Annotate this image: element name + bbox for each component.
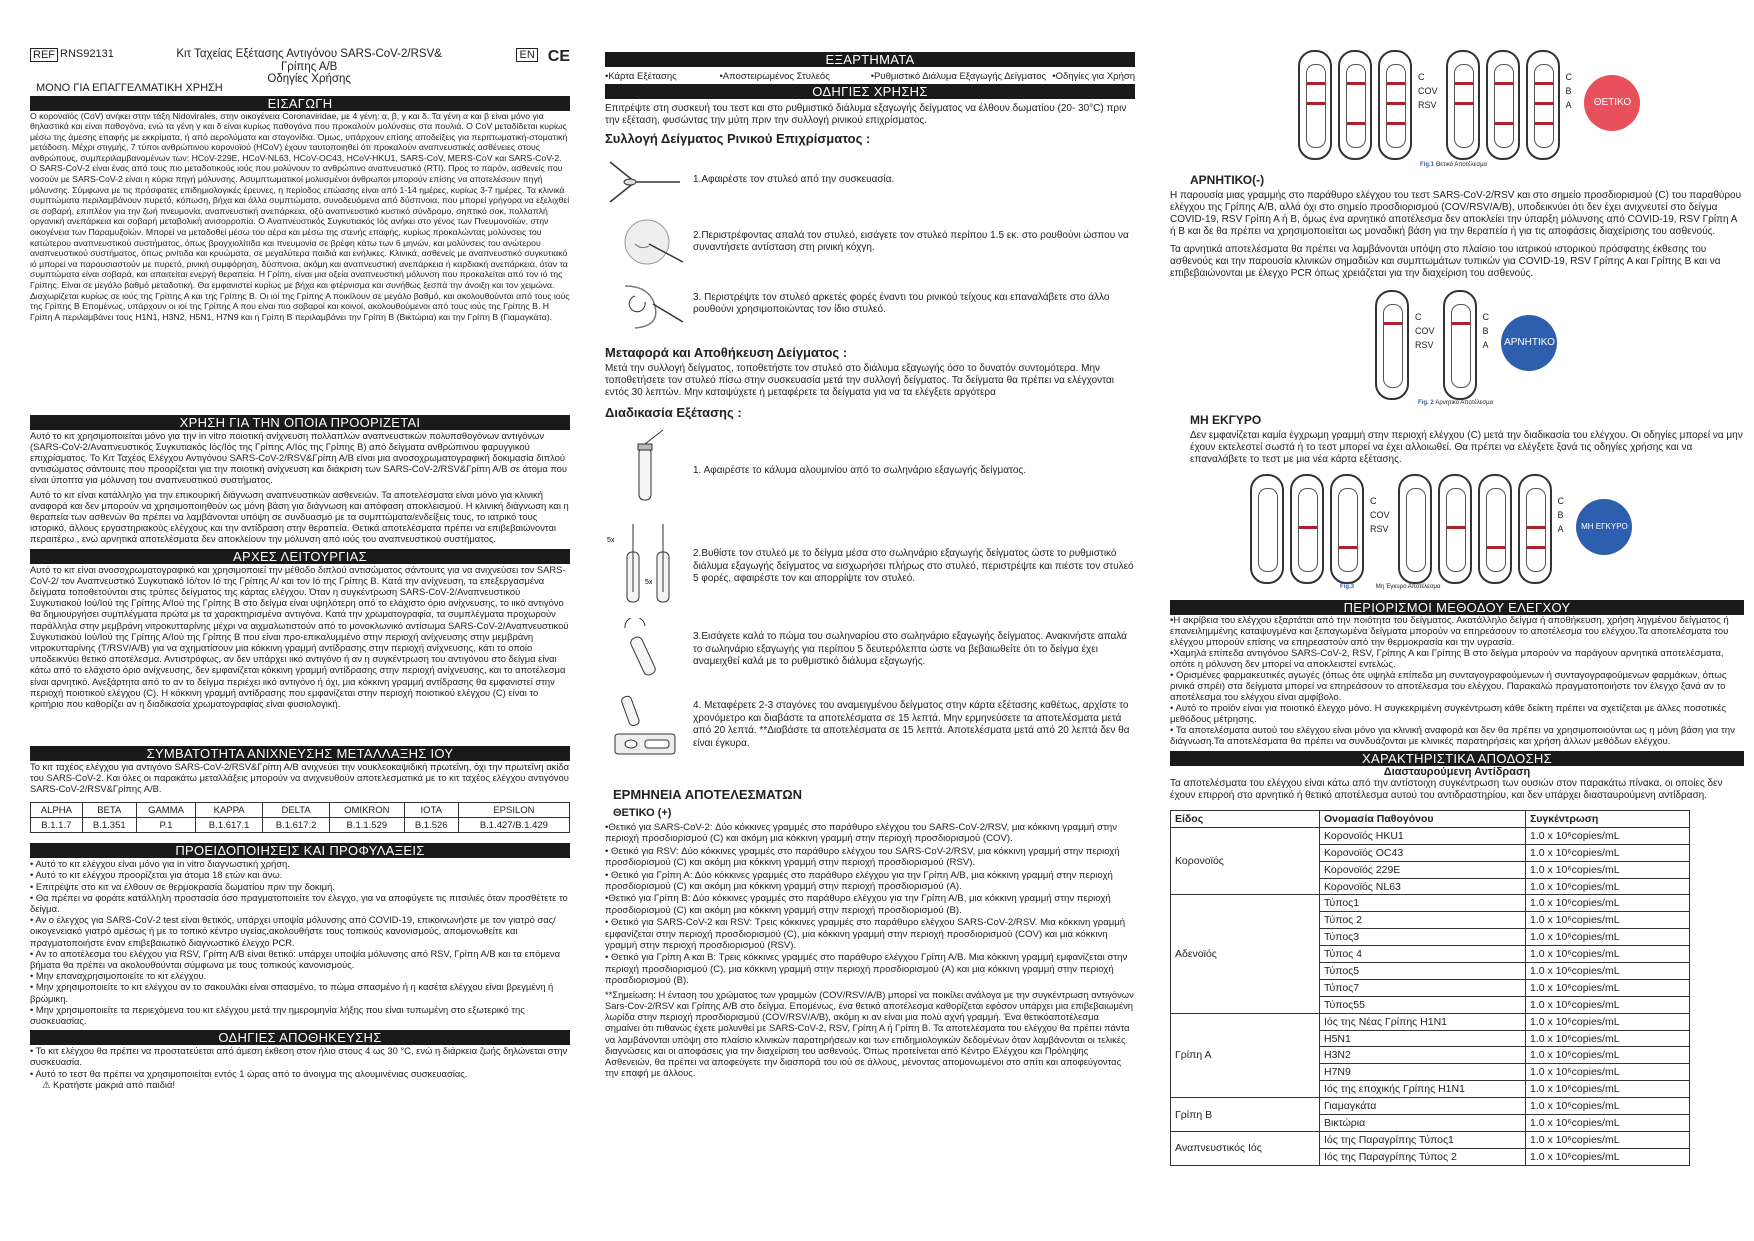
table-header-cell: Συγκέντρωση: [1526, 811, 1690, 828]
concentration-cell: 1.0 x 10⁶copies/mL: [1526, 1047, 1690, 1064]
test-cassette: [1526, 50, 1560, 160]
test-cassette: [1375, 290, 1409, 400]
zone-label: A: [1557, 524, 1564, 534]
result-window: [1526, 488, 1546, 572]
transport-title: Μεταφορά και Αποθήκευση Δείγματος :: [605, 345, 848, 360]
list-item: • Θετικό για SARS-CoV-2 και RSV: Τρεις κόκκινες γραμμές στο παράθυρο ελέγχου SARS-CoV-2/RSV. Μια κόκκινη γραμμή εμφανίζεται στην περιοχή προσδιορισμού (C), μια κόκκινη γραμμή στην περιοχή προσδιορισμού (COV) και μια κόκκινη γραμμή στην περιοχή προσδιορισμού (RSV).: [605, 917, 1126, 952]
collection-step-3: [605, 273, 1135, 335]
figure-1-text: Θετικό Αποτέλεσμα: [1435, 162, 1487, 168]
list-item: • Αυτό το προϊόν είναι για ποιοτικό έλεγχο μόνο. Η συγκεκριμένη συγκέντρωση κάθε δείκτη πρέπει να σχετίζεται με άλλες ποσοτικές μεθόδους μέτρησης.: [1170, 703, 1727, 725]
professional-use: ΜΟΝΟ ΓΙΑ ΕΠΑΓΓΕΛΜΑΤΙΚΗ ΧΡΗΣΗ: [36, 81, 223, 94]
zone-label: B: [1482, 326, 1489, 336]
table-row: [1171, 1131, 1690, 1148]
result-window: [1298, 488, 1318, 572]
result-line: [1387, 82, 1405, 85]
cross-reactivity-table: [1170, 810, 1690, 1166]
variants-table: [30, 802, 570, 833]
tube-peel-icon: [605, 426, 685, 516]
zone-label: RSV: [1370, 524, 1389, 534]
zone-label: C: [1557, 496, 1565, 506]
table-row: [1171, 1013, 1690, 1030]
result-window: [1258, 488, 1278, 572]
zone-label: COV: [1418, 86, 1438, 96]
result-line: [1455, 102, 1473, 105]
section-warnings-title: ΠΡΟΕΙΔΟΠΟΙΗΣΕΙΣ ΚΑΙ ΠΡΟΦΥΛΑΞΕΙΣ: [30, 843, 570, 858]
result-line: [1535, 122, 1553, 125]
section-limitations-title: ΠΕΡΙΟΡΙΣΜΟΙ ΜΕΘΟΔΟΥ ΕΛΕΓΧΟΥ: [1170, 600, 1744, 615]
result-line: [1495, 82, 1513, 85]
result-window: [1383, 304, 1403, 388]
list-item: •Θετικό για Γρίπη Β: Δύο κόκκινες γραμμές στο παράθυρο ελέγχου για την Γρίπη Α/Β, μια κόκκινη γραμμή στην περιοχή προσδιορισμού (C) και ακόμη μια κόκκινη γραμμή στην περιοχή προσδιορισμού (Β).: [605, 893, 1111, 916]
zone-labels: [1370, 494, 1390, 536]
procedure-title: Διαδικασία Εξέτασης :: [605, 405, 742, 420]
result-window: [1451, 304, 1471, 388]
five-times-label: 5x: [645, 579, 653, 586]
concentration-cell: 1.0 x 10⁶copies/mL: [1526, 1064, 1690, 1081]
variants-text: Το κιτ ταχέος ελέγχου για αντιγόνο SARS-CoV-2/RSV&Γρίπη Α/Β ανιχνεύει την νουκλεοκαψιδική πρωτεΐνη, όχι την πρωτεΐνη ακίδα του SARS-CoV-2. Και όλες οι παρακάτω μεταλλάξεις μπορούν να ανιχνευθούν αποτελεσματικά με το κιτ ταχέος ελέγχου αντιγόνου SARS-CoV-2/RSV&Γρίπης Α/Β.: [30, 760, 570, 794]
pathogen-name-cell: Γιαμαγκάτα: [1320, 1098, 1526, 1115]
pathogen-name-cell: Κορονοϊός OC43: [1320, 844, 1526, 861]
test-cassette: [1443, 290, 1477, 400]
result-line: [1535, 102, 1553, 105]
list-item: • Ορισμένες φαρμακευτικές αγωγές (όπως ότε υψηλά επίπεδα μη συνταγογραφούμενων ή συνταγογραφούμενων φαρμάκων, όπως ρινικά σπρέι) στα δείγματα μπορεί να επηρεάσουν το αποτέλεσμα του ελέγχου. Παρακαλώ πραγματοποιήστε τον έλεγχο ξανά αν το αποτέλεσμα του ελέγχου είναι αμφίβολο.: [1170, 670, 1727, 703]
swab-package-icon: [605, 152, 685, 208]
procedure-step-4: [605, 685, 1135, 765]
list-item: • Θετικό για Γρίπη Α: Δύο κόκκινες γραμμές στο παράθυρο ελέγχου για την Γρίπη Α/Β, μια κόκκινη γραμμή στην περιοχή προσδιορισμού (C) και ακόμη μια κόκκινη γραμμή στην περιοχή προσδιορισμού (Α).: [605, 869, 1113, 893]
result-line: [1452, 322, 1470, 325]
variant-lineage-cell: B.1.526: [404, 818, 458, 833]
variant-lineage-cell: B.1.617.2: [263, 818, 330, 833]
zone-labels: [1415, 310, 1435, 352]
negative-title: ΑΡΝΗΤΙΚΟ(-): [1190, 173, 1265, 187]
zone-label: A: [1482, 340, 1489, 350]
positive-title: ΘΕΤΙΚΟ (+): [613, 807, 672, 819]
variant-lineage-cell: B.1.351: [82, 818, 136, 833]
pathogen-name-cell: H7N9: [1320, 1064, 1526, 1081]
storage-item-2: • Αυτό το τεστ θα πρέπει να χρησιμοποιείται εντός 1 ώρας από το άνοιγμα της αλουμινένιας συσκευασίας.: [30, 1067, 468, 1079]
table-row: [1171, 1098, 1690, 1115]
pathogen-group-cell: Γρίπη Α: [1171, 1013, 1320, 1097]
concentration-cell: 1.0 x 10⁶copies/mL: [1526, 979, 1690, 996]
result-line: [1455, 82, 1473, 85]
concentration-cell: 1.0 x 10⁶copies/mL: [1526, 1098, 1690, 1115]
section-storage-title: ΟΔΗΓΙΕΣ ΑΠΟΘΗΚΕΥΣΗΣ: [30, 1030, 570, 1045]
doc-title: [114, 48, 505, 86]
procedure-step-3: [605, 615, 1135, 685]
result-line: [1307, 82, 1325, 85]
variant-lineage-cell: B.1.1.529: [330, 818, 405, 833]
zone-label: C: [1482, 312, 1490, 322]
column-right: [1170, 0, 1744, 1166]
result-window: [1454, 64, 1474, 148]
negative-cassettes: [1375, 290, 1497, 400]
zone-label: RSV: [1418, 100, 1437, 110]
concentration-cell: 1.0 x 10⁶copies/mL: [1526, 861, 1690, 878]
zone-labels: [1558, 494, 1565, 536]
result-window: [1338, 488, 1358, 572]
variant-name-cell: BETA: [82, 803, 136, 818]
variant-name-cell: DELTA: [263, 803, 330, 818]
test-cassette: [1338, 50, 1372, 160]
title-line-1: Κιτ Ταχείας Εξέτασης Αντιγόνου SARS-CoV-2/RSV&: [176, 48, 442, 60]
negative-p1: Η παρουσία μιας γραμμής στο παράθυρο ελέγχου του τεστ SARS-CoV-2/RSV και στο σημείο προσδιορισμού (C) του παραθύρου ελέγχου της Γρίπης Α/Β, αλλά όχι στο σημείο προσδιορισμού (COV/RSV/A/B), υποδεικνύει ότι δεν έχει ανιχνευτεί στο δείγμα COVID-19, RSV Γρίπη Α ή Β, όμως ένα αρνητικό αποτέλεσμα δεν αποκλείει την ύπαρξη μόλυνσης από COVID-19, RSV Γρίπη Α ή Β και δε θα πρέπει να χρησιμοποιείται ως μοναδική βάση για την θεραπεία ή για τις αποφάσεις διαχείρισης του ασθενούς.: [1170, 190, 1742, 237]
pathogen-name-cell: Τύπος3: [1320, 929, 1526, 946]
figure-3-text: Μη Έγκυρο Αποτέλεσμα: [1375, 584, 1441, 590]
concentration-cell: 1.0 x 10⁶copies/mL: [1526, 946, 1690, 963]
accessory-item: •Κάρτα Εξέτασης: [605, 71, 677, 82]
pathogen-name-cell: Ιός της Παραγρίπης Τύπος 2: [1320, 1148, 1526, 1165]
variant-name-cell: IOTA: [404, 803, 458, 818]
variant-name-cell: KAPPA: [196, 803, 263, 818]
column-left: [30, 0, 570, 1090]
intended-use-p2: Αυτό το κιτ είναι κατάλληλο για την επικουρική διάγνωση αναπνευστικών ασθενειών. Τα αποτελέσματα είναι μόνο για κλινική αναφορά και δεν μπορούν να χρησιμοποιηθούν ως μόνη βάση για διάγνωση και απόφαση αποκλεισμού. Η κλινική διάγνωση και η θεραπεία των ασθενών θα πρέπει να λαμβάνονται υπόψη σε συνδυασμό με τα συμπτώματα/ενδείξεις τους, το ιατρικό τους ιστορικό, άλλους εργαστηριακούς ελέγχους και την αντίδραση στην θεραπεία. Θετικά αποτελέσματα πρέπει να επιβεβαιώνονται περαιτέρω , ενώ αρνητικά αποτελέσματα δεν αποκλείουν την μόλυνση από ιούς του αναπνευστικού συστήματος.: [30, 488, 569, 545]
result-line: [1527, 526, 1545, 529]
pathogen-group-cell: Γρίπη Β: [1171, 1098, 1320, 1132]
cap-tube-icon: [605, 618, 685, 682]
concentration-cell: 1.0 x 10⁶copies/mL: [1526, 929, 1690, 946]
test-cassette: [1438, 474, 1472, 584]
limitations-list: [1170, 615, 1744, 747]
zone-labels: [1566, 70, 1573, 112]
variants-value-row: [31, 818, 570, 833]
result-line: [1384, 322, 1402, 325]
title-line-2: Γρίπης Α/Β: [280, 60, 338, 73]
concentration-cell: 1.0 x 10⁶copies/mL: [1526, 844, 1690, 861]
warnings-list: [30, 858, 570, 1026]
figure-negative: [1375, 290, 1744, 400]
ref-label: REF: [30, 48, 58, 62]
variant-lineage-cell: B.1.427/B.1.429: [458, 818, 569, 833]
zone-label: C: [1565, 72, 1573, 82]
pathogen-name-cell: Τύπος5: [1320, 963, 1526, 980]
list-item: • Μην χρησιμοποιείτε τα περιεχόμενα του κιτ ελέγχου μετά την ημερομηνία λήξης που είναι τυπωμένη στο εξωτερικό της συσκευασίας.: [30, 1003, 525, 1026]
ce-mark-icon: CE: [547, 48, 570, 65]
variant-lineage-cell: P.1: [136, 818, 195, 833]
swab-in-tube-icon: [605, 522, 685, 612]
concentration-cell: 1.0 x 10⁶copies/mL: [1526, 895, 1690, 912]
figure-2-label: Fig. 2: [1418, 400, 1434, 406]
zone-label: B: [1565, 86, 1572, 96]
collection-step-text: 3. Περιστρέψτε τον στυλεό αρκετές φορές έναντι του ρινικού τείχους και επαναλάβετε στο άλλο ρουθούνι χρησιμοποιώντας τον ίδιο στυλεό.: [693, 291, 1110, 315]
result-line: [1387, 122, 1405, 125]
pathogen-name-cell: Τύπος 2: [1320, 912, 1526, 929]
list-item: • Μην επαναχρησιμοποιείτε το κιτ ελέγχου.: [30, 970, 207, 982]
result-window: [1306, 64, 1326, 148]
pathogen-name-cell: Κορονοϊός HKU1: [1320, 827, 1526, 844]
interpretation-note: **Σημείωση: Η ένταση του χρώματος των γραμμών (COV/RSV/A/B) μπορεί να ποικίλει ανάλογα με την συγκέντρωση αντιγόνων Sars-Cov-2/RSV και Γρίπης Α/Β στο δείγμα. Επομένως, ένα θετικό αποτέλεσμα καθορίζεται εφόσον υπάρχει μια επιβεβαιωμένη λωρίδα στην περιοχή προσδιορισμού (COV/RSV/A/B), ακόμη κι αν είναι μια πολύ αχνή γραμμή. Ένα θετικόαποτέλεσμα σημαίνει ότι πιθανώς έχετε μολυνθεί με SARS-CoV-2, RSV, Γρίπη Α ή Γρίπη Β. Τα αποτελέσματα του ελέγχου θα πρέπει πάντα να λαμβάνονται υπόψη στο πλαίσιο κλινικών παρατηρήσεων και των επιδημιολογικών δεδομένων όταν λαμβάνονται οι τελικές διαγνώσεις και οι αποφάσεις για την διαχείριση του ασθενούς. Όπως προτείνεται από Κέντρο Ελέγχου και Πρόληψης Ασθενειών, θα πρέπει να αποφεύγετε την διασπορά του ιού σε άλλους, μένοντας απομονωμένοι στο σπίτι και αποφεύγοντας την επαφή με άλλους.: [605, 988, 1134, 1079]
result-window: [1494, 64, 1514, 148]
variant-lineage-cell: B.1.1.7: [31, 818, 83, 833]
concentration-cell: 1.0 x 10⁶copies/mL: [1526, 996, 1690, 1013]
table-header-cell: Είδος: [1171, 811, 1320, 828]
warning-icon: ⚠: [42, 1078, 51, 1090]
figure-invalid: [1250, 474, 1744, 584]
test-cassette: [1298, 50, 1332, 160]
table-row: [1171, 895, 1690, 912]
result-line: [1299, 526, 1317, 529]
variant-name-cell: EPSILON: [458, 803, 569, 818]
collection-title: Συλλογή Δείγματος Ρινικού Επιχρίσματος :: [605, 131, 871, 146]
variants-header-row: [31, 803, 570, 818]
transport-text: Μετά την συλλογή δείγματος, τοποθετήστε τον στυλεό στο διάλυμα εξαγωγής όσο το δυνατόν συντομότερα. Μην τοποθετήσετε τον στυλεό πίσω στην συσκευασία μετά την συλλογή δείγματος. Τα δείγματα θα πρέπει να ελέγχονται εντός 30 λεπτών. Μην καταψύχετε ή μεταφέρετε τα δείγματα για να τα ελέγξετε αργότερα: [605, 363, 1114, 398]
concentration-cell: 1.0 x 10⁶copies/mL: [1526, 1030, 1690, 1047]
test-cassette: [1378, 50, 1412, 160]
positive-cassettes: [1298, 50, 1580, 160]
concentration-cell: 1.0 x 10⁶copies/mL: [1526, 963, 1690, 980]
pathogen-name-cell: Τύπος1: [1320, 895, 1526, 912]
concentration-cell: 1.0 x 10⁶copies/mL: [1526, 1115, 1690, 1132]
procedure-step-2: [605, 519, 1135, 615]
pathogen-name-cell: Τύπος7: [1320, 979, 1526, 996]
result-window: [1446, 488, 1466, 572]
accessory-item: •Αποστειρωμένος Στυλεός: [719, 71, 830, 82]
list-item: • Θετικό για Γρίπη Α και Β: Τρεις κόκκινες γραμμές στο παράθυρο ελέγχου Γρίπη Α/Β. Μια κόκκινη γραμμή εμφανίζεται στην περιοχή προσδιορισμού (C), μια κόκκινη γραμμή στην περιοχή προσδιορισμού (Α) και μια κόκκινη γραμμή στην περιοχή προσδιορισμού (Β).: [605, 952, 1128, 987]
collection-step-text: 1.Αφαιρέστε τον στυλεό από την συσκευασία.: [693, 173, 895, 185]
interpretation-title: ΕΡΜΗΝΕΙΑ ΑΠΟΤΕΛΕΣΜΑΤΩΝ: [613, 787, 803, 802]
list-item: • Επιτρέψτε στο κιτ να έλθουν σε θερμοκρασία δωματίου πριν την δοκιμή.: [30, 880, 335, 892]
variant-name-cell: OMIKRON: [330, 803, 405, 818]
result-window: [1386, 64, 1406, 148]
list-item: • Αν το αποτέλεσμα του ελέγχου για RSV, Γρίπη Α/Β είναι θετικό: υπάρχει υποψία μόλυνσης από RSV, Γρίπη Α/Β και τα επόμενα βήματα θα πρέπει να ακολουθούνται σύμφωνα με τους τοπικούς κανονισμούς.: [30, 947, 561, 970]
list-item: • Θα πρέπει να φοράτε κατάλληλη προστασία όσο πραγματοποιείτε τον έλεγχο, για να αποφύγετε τις πιτσιλιές όταν προσθέτετε το δείγμα.: [30, 891, 568, 914]
pathogen-name-cell: Κορονοϊός NL63: [1320, 878, 1526, 895]
negative-p2: Τα αρνητικά αποτελέσματα θα πρέπει να λαμβάνονται υπόψη στο πλαίσιο του ιατρικού ιστορικού πρόσφατης έκθεσης του ασθενούς και την παρουσία κλινικών σημαδιών και συμπτωμάτων τυπικών για COVID-19, RSV Γρίπης Α και Γρίπης Β και να επιβεβαιώνονται με έλεγχο PCR όπως χρειάζεται για την διαχείριση του ασθενούς.: [1170, 244, 1721, 279]
result-window: [1406, 488, 1426, 572]
zone-label: C: [1370, 496, 1377, 506]
concentration-cell: 1.0 x 10⁶copies/mL: [1526, 1131, 1690, 1148]
result-line: [1347, 82, 1365, 85]
negative-badge: ΑΡΝΗΤΙΚΟ: [1501, 315, 1557, 371]
header: [30, 48, 570, 86]
performance-subtitle: Διασταυρούμενη Αντίδραση: [1383, 766, 1531, 778]
storage-item-3: [42, 1079, 570, 1090]
positive-list: [605, 822, 1135, 987]
column-middle: [605, 0, 1135, 1078]
section-use-title: ΧΡΗΣΗ ΓΙΑ ΤΗΝ ΟΠΟΙΑ ΠΡΟΟΡΙΖΕΤΑΙ: [30, 415, 570, 430]
pathogen-name-cell: Τύπος55: [1320, 996, 1526, 1013]
test-cassette: [1250, 474, 1284, 584]
table-row: [1171, 827, 1690, 844]
concentration-cell: 1.0 x 10⁶copies/mL: [1526, 878, 1690, 895]
list-item: • Αυτό το κιτ ελέγχου προορίζεται για άτομα 18 ετών και άνω.: [30, 869, 283, 881]
ref-code: RNS92131: [60, 48, 114, 60]
nose-swab-icon: [605, 214, 685, 270]
table-header-row: [1171, 811, 1690, 828]
procedure-step-text: 2.Βυθίστε τον στυλεό με το δείγμα μέσα στο σωληνάριο εξαγωγής δείγματος ώστε το ρυθμιστικό διάλυμα εξαγωγής δείγματος να εισχωρήσει πλήρως στο στυλεό, περιστρέψτε και πιέστε τον στυλεό 5 φορές, αφαιρέστε τον και απορρίψτε τον στυλεό.: [693, 548, 1134, 585]
figure-3-caption: [1340, 584, 1744, 590]
variant-name-cell: GAMMA: [136, 803, 195, 818]
test-cassette: [1446, 50, 1480, 160]
concentration-cell: 1.0 x 10⁶copies/mL: [1526, 827, 1690, 844]
list-item: •Χαμηλά επίπεδα αντιγόνου SARS-CoV-2, RSV, Γρίπης Α και Γρίπης Β στο δείγμα μπορούν να παράγουν αρνητικά αποτελέσματα, οπότε η μόλυνση δεν μπορεί να αποκλειστεί εντελώς.: [1170, 648, 1724, 670]
pathogen-name-cell: Ιός της Νέας Γρίπης H1N1: [1320, 1013, 1526, 1030]
variant-lineage-cell: B.1.617.1: [196, 818, 263, 833]
storage-item-1: • Το κιτ ελέγχου θα πρέπει να προστατεύεται από άμεση έκθεση στον ήλιο στους 4 ως 30 °C, ενώ η διάρκεια ζωής δηλώνεται στην συσκευασία.: [30, 1045, 568, 1068]
zone-label: B: [1557, 510, 1564, 520]
result-line: [1495, 122, 1513, 125]
test-cassette: [1478, 474, 1512, 584]
section-performance-title: ΧΑΡΑΚΤΗΡΙΣΤΙΚΑ ΑΠΟΔΟΣΗΣ: [1170, 751, 1744, 766]
pathogen-name-cell: Ιός της εποχικής Γρίπης H1N1: [1320, 1081, 1526, 1098]
result-window: [1346, 64, 1366, 148]
pathogen-name-cell: H5N1: [1320, 1030, 1526, 1047]
concentration-cell: 1.0 x 10⁶copies/mL: [1526, 1081, 1690, 1098]
collection-step-text: 2.Περιστρέφοντας απαλά τον στυλεό, εισάγετε τον στυλεό περίπου 1.5 εκ. στο ρουθούνι ώσπου να συναντήσετε αντίσταση στη ρινική κόχγη.: [693, 229, 1129, 253]
accessory-item: •Ρυθμιστικό Διάλυμα Εξαγωγής Δείγματος: [870, 71, 1047, 82]
zone-label: COV: [1370, 510, 1390, 520]
positive-badge: ΘΕΤΙΚΟ: [1584, 75, 1640, 131]
result-line: [1487, 546, 1505, 549]
doc-subtitle: Οδηγίες Χρήσης: [267, 73, 351, 85]
result-window: [1534, 64, 1554, 148]
result-line: [1339, 546, 1357, 549]
figure-3-label: Fig.3: [1340, 584, 1355, 590]
pathogen-name-cell: Κορονοϊός 229E: [1320, 861, 1526, 878]
instructions-intro: Επιτρέψτε στη συσκευή του τεστ και στο ρυθμιστικό διάλυμα εξαγωγής δείγματος να έλθουν δωματίου (20- 30°C) πριν την εξέταση, φυσώντας την μύτη πριν την συλλογή ρινικού επιχρίσματος.: [605, 103, 1127, 126]
pathogen-group-cell: Αδενοϊός: [1171, 895, 1320, 1013]
zone-label: A: [1565, 100, 1572, 110]
invalid-badge: ΜΗ ΕΓΚΥΡΟ: [1576, 499, 1632, 555]
figure-2-caption: [1418, 400, 1744, 406]
list-item: • Αν ο έλεγχος για SARS-CoV-2 test είναι θετικός, υπάρχει υποψία μόλυνσης από COVID-19, επικοινωνήστε με τον γιατρό σας/οικογενειακό γιατρό αμέσως ή με το τοπικό κέντρο υγείας,ακολουθήστε τους τοπικούς κανονισμούς, απομονωθείτε και πραγματοποιήστε έναν επιβεβαιωτικό διαγνωστικό έλεγχο PCR.: [30, 914, 556, 948]
concentration-cell: 1.0 x 10⁶copies/mL: [1526, 1148, 1690, 1165]
result-line: [1535, 82, 1553, 85]
list-item: • Μην χρησιμοποιείτε το κιτ ελέγχου αν το σακουλάκι είναι σπασμένο, το πώμα σπασμένο ή η κασέτα ελέγχου είναι βρεγμένη ή βρώμικη.: [30, 981, 554, 1004]
procedure-step-text: 1. Αφαιρέστε το κάλυμα αλουμινίου από το σωληνάριο εξαγωγής δείγματος.: [693, 464, 1026, 476]
zone-label: RSV: [1415, 340, 1434, 350]
section-accessories-title: ΕΞΑΡΤΗΜΑΤΑ: [605, 52, 1135, 67]
pathogen-group-cell: Αναπνευστικός Ιός: [1171, 1131, 1320, 1165]
invalid-title: ΜΗ ΕΚΓΥΡΟ: [1190, 413, 1262, 427]
list-item: • Θετικό για RSV: Δύο κόκκινες γραμμές στο παράθυρο ελέγχου του SARS-CoV-2/RSV, μια κόκκινη γραμμή στην περιοχή προσδιορισμού (C) και ακόμη μια κόκκινη γραμμή στην περιοχή προσδιορισμού (RSV).: [605, 845, 1120, 869]
list-item: •Η ακρίβεια του ελέγχου εξαρτάται από την ποιότητα του δείγματος. Ακατάλληλο δείγμα ή αποθήκευση, χρήση ληγμένου δείγματος ή επανειλημμένης καταψυγμένα και ξεπαγωμένα δείγματα μπορούν να επηρεάσουν το αποτέλεσμα του ελέγχου.Τα αποτελέσματα του ελέγχου μπορούν επίσης να επηρεαστούν από την θερμοκρασία και την υγρασία.: [1170, 615, 1729, 648]
collection-step-1: [605, 149, 1135, 211]
result-line: [1387, 102, 1405, 105]
keep-away-text: Κρατήστε μακριά από παιδιά!: [53, 1078, 176, 1090]
test-cassette: [1330, 474, 1364, 584]
test-cassette: [1290, 474, 1324, 584]
section-variants-title: ΣΥΜΒΑΤΟΤΗΤΑ ΑΝΙΧΝΕΥΣΗΣ ΜΕΤΑΛΛΑΞΗΣ ΙΟΥ: [30, 746, 570, 761]
rotate-swab-icon: [605, 276, 685, 332]
table-header-cell: Ονομασία Παθογόνου: [1320, 811, 1526, 828]
principles-text: Αυτό το κιτ είναι ανοσοχρωματογραφικό και χρησιμοποιεί την μέθοδο διπλού αντισώματος σάντουιτς για να ανιχνεύσει τον SARS-CoV-2/ τον Αναπνευστικό Συγκυτιακό Ιό/τον Ιό της Γρίπης Α/ και τον Ιό της Γρίπης Β. Κατά την ανίχνευση, τα επεξεργασμένα δείγματα τοποθετούνται στις τρύπες δείγματος της κάρτας ελέγχου. Όταν η συγκέντρωση SARS-CoV-2/Αναπνευστικού Συγκυτιακού Ιού/Ιού της Γρίπης Α/Ιού της Γρίπης Β στο δείγμα είναι υψηλότερη από το ελάχιστο όριο ανίχνευσης, το ιικό αντιγόνο θα δημιουργήσει συμπλέγματα πρώτα με τα χαρακτηρισμένα αντιγόνα. Κατά την χρωματογραφία, τα συμπλέγματα προχωρούν παράλληλα στην μεμβράνη νιτροκυτταρίνης μέχρι να αιχμαλωτιστούν από το μονοκλωνικό αντίσωμα SARS-CoV-2/Αναπνευστικού Συγκυτιακού Ιού/Ιού της Γρίπης Α/Ιού της Γρίπης Β που είναι προ-επικαλυμμένο στην περιοχή ανίχνευσης στην μεμβράνη νιτροκυτταρίνης (T/RSV/A/B) για να σχηματίσουν μια κόκκινη γραμμή αντίδρασης στην περιοχή ανίχνευσης, κάτι το οποίο υποδεικνύει θετικό αποτέλεσμα. Αντιστρόφως, αν δεν υπάρχει ιικό αντιγόνο ή αν η συγκέντρωση του αντιγόνου στο δείγμα είναι κάτω από το ελάχιστο όριο ανίχνευσης, δεν εμφανίζεται κόκκινη γραμμή αντίδρασης στην περιοχή ανίχνευσης, και το αποτέλεσμα είναι αρνητικό. Ανεξάρτητα από το αν το δείγμα περιέχει ιικό αντιγόνο ή όχι, μια κόκκινη γραμμή αντίδρασης θα εμφανιστεί στην περιοχή ποιοτικού ελέγχου (C). Η κόκκινη γραμμή αντίδρασης που εμφανίζεται στην περιοχή ποιοτικού ελέγχου (C) είναι το κριτήριο που καθορίζει αν η διαδικασία χρωματογραφίας είναι φυσιολογική.: [30, 563, 569, 709]
section-intro-title: ΕΙΣΑΓΩΓΗ: [30, 96, 570, 111]
language-tag: EN: [516, 48, 537, 62]
accessory-item: •Οδηγίες για Χρήση: [1052, 71, 1136, 82]
figure-1-label: Fig.1: [1420, 162, 1435, 168]
section-instructions-title: ΟΔΗΓΙΕΣ ΧΡΗΣΗΣ: [605, 84, 1135, 99]
collection-step-2: [605, 211, 1135, 273]
figure-positive: [1298, 50, 1744, 160]
test-cassette: [1486, 50, 1520, 160]
figure-1-caption: [1420, 162, 1744, 168]
pathogen-name-cell: Ιός της Παραγρίπης Τύπος1: [1320, 1131, 1526, 1148]
result-line: [1307, 102, 1325, 105]
test-cassette: [1518, 474, 1552, 584]
pathogen-name-cell: H3N2: [1320, 1047, 1526, 1064]
zone-label: C: [1418, 72, 1425, 82]
performance-text: Τα αποτελέσματα του ελέγχου είναι κάτω από την αντίστοιχη συγκέντρωση των ουσιών στον παρακάτω πίνακα, οι οποίες δεν έχουν επιρροή στο αρνητικό ή θετικό αποτέλεσμα αυτού του αντιδραστηρίου, και δεν υπάρχει διασταυρούμενη αντίδραση.: [1170, 778, 1723, 801]
section-principles-title: ΑΡΧΕΣ ΛΕΙΤΟΥΡΓΙΑΣ: [30, 549, 570, 564]
test-cassette: [1398, 474, 1432, 584]
drop-on-cassette-icon: [605, 690, 685, 760]
list-item: • Αυτό το κιτ ελέγχου είναι μόνο για in vitro διαγνωστική χρήση.: [30, 858, 290, 870]
list-item: • Τα αποτελέσματα αυτού του ελέγχου είναι μόνο για κλινική αναφορά και δεν θα πρέπει να χρησιμοποιούνται ως η μόνη βάση για την διάγνωση.Τα αποτελέσματα θα πρέπει να συνδυάζονται με κλινικές παρατηρήσεις και χρήση άλλων μεθόδων ελέγχου.: [1170, 725, 1735, 747]
zone-labels: [1418, 70, 1438, 112]
result-line: [1447, 526, 1465, 529]
list-item: •Θετικό για SARS-CoV-2: Δύο κόκκινες γραμμές στο παράθυρο ελέγχου του SARS-CoV-2/RSV, μια κόκκινη γραμμή στην περιοχή προσδιορισμού (C) και ακόμη μια κόκκινη γραμμή στην περιοχή προσδιορισμού (COV).: [605, 822, 1117, 845]
figure-2-text: Αρνητικό Αποτέλεσμα: [1435, 400, 1494, 406]
concentration-cell: 1.0 x 10⁶copies/mL: [1526, 912, 1690, 929]
procedure-step-text: 3.Εισάγετε καλά το πώμα του σωληναρίου στο σωληνάριο εξαγωγής δείγματος. Ανακινήστε απαλά το σωληνάριο εξαγωγής για περίπου 5 δευτερόλεπτα ώστε να βεβαιωθείτε ότι το δείγμα έχει αναμειχθεί καλά με το ρυθμιστικό διάλυμα εξαγωγής.: [693, 631, 1127, 668]
five-times-label: 5x: [607, 537, 615, 544]
result-line: [1527, 546, 1545, 549]
concentration-cell: 1.0 x 10⁶copies/mL: [1526, 1013, 1690, 1030]
zone-labels: [1483, 310, 1490, 352]
result-window: [1486, 488, 1506, 572]
zone-label: COV: [1415, 326, 1435, 336]
procedure-step-text: 4. Μεταφέρετε 2-3 σταγόνες του αναμειγμένου δείγματος στην κάρτα εξέτασης καθέτως, αρχίστε το χρονόμετρο και διαβάστε τα αποτελέσματα σε 15 λεπτά. Μην ερμηνεύσετε τα αποτελέσματα μετά από 20 λεπτά. **Διαβάστε τα αποτελέσματα σε 15 λεπτά. Αποτελέσματα μετά από 20 λεπτά δεν θα είναι έγκυρα.: [693, 700, 1130, 749]
pathogen-name-cell: Τύπος 4: [1320, 946, 1526, 963]
result-line: [1347, 122, 1365, 125]
intro-text: Ο κοροναϊός (CoV) ανήκει στην τάξη Nidovirales, στην οικογένεια Coronaviridae, με 4 γένη: α, β, γ και δ. Τα γένη α και β είναι μόνο για θηλαστικά και είναι παθογόνα, ενώ τα γένη γ και δ είναι κυρίως παθογόνα που προκαλούν μολύνσεις στα πουλιά. Ο CoV μεταδίδεται κυρίως μέσω της άμεσης επαφής με εκκρίματα, ή από αερολύματα και σταγονίδια. Όμως, υπάρχουν επίσης αποδείξεις για περιττωματική-στοματική μετάδοση. Μέχρι στιγμής, 7 τύποι ανθρώπινου κορονοϊού (HCoV) έχουν ταυτοποιηθεί ότι προκαλούν αναπνευστικές ασθένειες στους ανθρώπους, συμπεριλαμβανομένων των: HCoV-229E, HCoV-NL63, HCoV-OC43, HCoV-HKU1, SARS-CoV, MERS-CoV και SARS-CoV-2. Ο SARS-CoV-2 είναι ένας από τους πιο μεταδοτικούς ιούς που μολύνουν το ανθρώπινο αναπνευστικό (RTI). Προς το παρόν, ασθενείς που νοσούν με SARS-CoV-2 είναι η κύρια πηγή μόλυνσης. Ασυμπτωματικοί μολυσμένοι άνθρωποι μπορούν επίσης να αποτελέσουν πηγή μόλυνσης. Σύμφωνα με τις πρόσφατες επιδημιολογικές έρευνες, η περίοδος επώασης είναι από 1-14 ημέρες, κυρίως 3-7 ημέρες. Τα κλινικά συμπτώματα περιλαμβάνουν πυρετό, κόπωση, βήχα και άλλα συμπτώματα, συνοδευόμενα από δύσπνοια, που μπορεί γρήγορα να εξελιχθεί σε σοβαρή, επιπλέον για την ζωή πνευμονία, αναπνευστική ανεπάρκεια, οξύ αναπνευστικό κυστικό σύνδρομο, σηπτικό σοκ, πολλαπλή οργανική ανεπάρκεια και σοβαρή μεταβολική ανισορροπία. Ο Αναπνευστικός Συγκυτιακός Ιός ανήκει στο γένος των Πνευμονοϊών, στην οικογένεια των Παραμυξοϊών. Μπορεί να μεταδοθεί μέσω του αέρα και μέσω της στενής επαφής, κυρίως προκαλώντας μολύνσεις του κατώτερου αναπνευστικού συστήματος, όπως βρογχιολίτιδα και πνευμονία σε βρέφη κάτω των 6 μηνών, και μολύνσεις του ανώτερου αναπνευστικού συστήματος, όπως ρινίτιδα και κρυώματα, σε μεγαλύτερα παιδιά και ενήλικες. Κλινικά, ασθενείς με αναπνευστικό συγκυτιακό ιό μπορεί να παρουσιαστούν με πυρετό, ρινική συμφόρηση, δύσπνοια, ακόμη και αναπνευστική ανεπάρκεια ή καρδιακή ανεπάρκεια, όταν τα συμπτώματα είναι σοβαρά, και απαιτείται ενεργή θεραπεία. Η Γρίπη, είναι μια οξεία αναπνευστική μόλυνση που προκαλείται από τον ιό της Γρίπης. Είναι σε μεγάλο βαθμό μεταδοτική. Θα εμφανιστεί κυρίως με βήχα και φτέρνισμα και συνήθως ξεσπά την άνοιξη και τον χειμώνα. Διαχωρίζεται κυρίως σε ιούς της Γρίπης Α και της Γρίπης Β. Οι ιοί της Γρίπης Α ποικίλουν σε μεγάλο βαθμό, και ακολουθούνται από τους ιούς της Γρίπης Β Επομένως, υπάρχουν οι ιοί της Γρίπης Α που είναι πιο σοβαροί και κοινοί, ακολουθούμενοι από τους ιούς της Γρίπης Β. Η Γρίπη Α περιλαμβάνει τους H1N1, H3N2, H5N1, H7N9 και η Γρίπη Β περιλαμβάνει την Γρίπη Β (Βικτώρια) και την Γρίπη Β (Γιαμαγκάτα).: [30, 110, 570, 322]
intended-use-p1: Αυτό το κιτ χρησιμοποιείται μόνο για την in vitro ποιοτική ανίχνευση πολλαπλών αναπνευστικών πολυπαθογόνων αντιγόνων (SARS-CoV-2/Αναπνευστικός Συγκυτιακός Ιός/Ιός της Γρίπης Α/Ιός της Γρίπης Β) από δείγματα ανθρώπινου φαρυγγικού επιχρίσματος. Το Κιτ Ταχέος Ελέγχου Αντιγόνου SARS-CoV-2/RSV&Γρίπη Α/Β είναι μια ανοσοχρωματογραφική δοκιμασία διπλού αντισώματος σάντουιτς που προορίζεται για την ποιοτική ανίχνευση και διάκριση των SARS-CoV-2/RSV&Γρίπη Α/Β σε άτομα που είναι ύποπτα για μόλυνση του αναπνευστικού συστήματος.: [30, 429, 568, 486]
pathogen-group-cell: Κορονοϊός: [1171, 827, 1320, 895]
accessories-list: [605, 71, 1135, 82]
invalid-cassettes: [1250, 474, 1572, 584]
pathogen-name-cell: Βικτώρια: [1320, 1115, 1526, 1132]
zone-label: C: [1415, 312, 1422, 322]
invalid-text: Δεν εμφανίζεται καμία έγχρωμη γραμμή στην περιοχή ελέγχου (C) μετά την διαδικασία του ελέγχου. Οι οδηγίες μπορεί να μην έχουν εκτελεστεί σωστά ή το τεστ μπορεί να έχει αλλοιωθεί. Θα πρέπει να ελέγξετε ξανά τις οδηγίες χρήσης και να επαναλάβετε το τεστ με μια νέα κάρτα εξέτασης.: [1190, 430, 1743, 465]
procedure-step-1: [605, 423, 1135, 519]
variant-name-cell: ALPHA: [31, 803, 83, 818]
